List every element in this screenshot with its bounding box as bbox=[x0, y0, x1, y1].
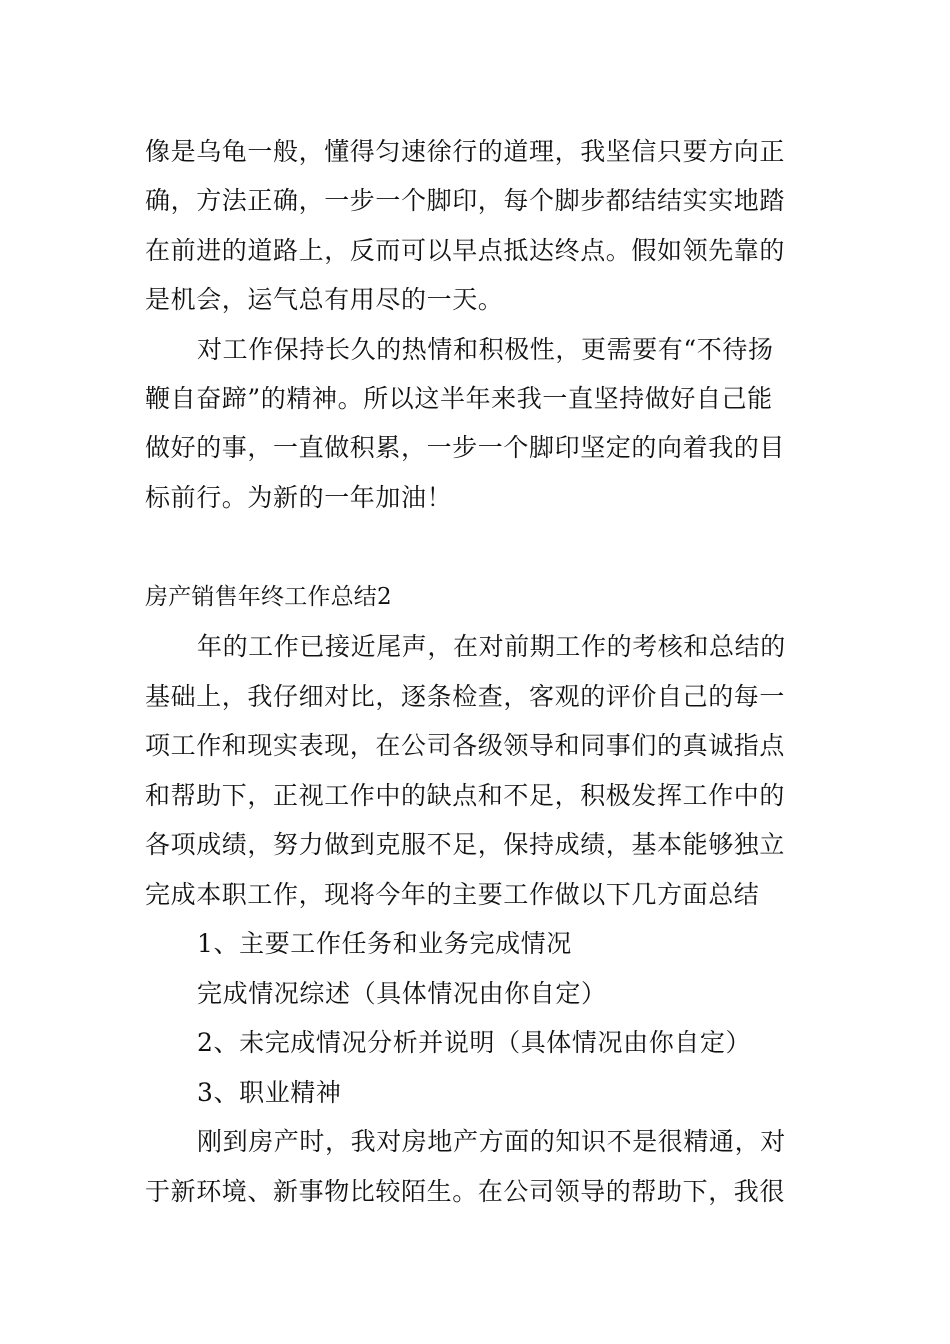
paragraph-line: 是机会，运气总有用尽的一天。 bbox=[145, 285, 504, 314]
paragraph-line: 对工作保持长久的热情和积极性，更需要有“不待扬 bbox=[197, 335, 774, 364]
list-item: 1、主要工作任务和业务完成情况 bbox=[197, 929, 572, 958]
paragraph-line: 标前行。为新的一年加油！ bbox=[145, 483, 453, 512]
paragraph-line: 和帮助下，正视工作中的缺点和不足，积极发挥工作中的 bbox=[145, 781, 786, 810]
paragraph-line: 做好的事，一直做积累，一步一个脚印坚定的向着我的目 bbox=[145, 433, 786, 462]
paragraph-line: 鞭自奋蹄”的精神。所以这半年来我一直坚持做好自己能 bbox=[145, 384, 773, 413]
section-title: 房产销售年终工作总结2 bbox=[145, 584, 392, 610]
paragraph-line: 确，方法正确，一步一个脚印，每个脚步都结结实实地踏 bbox=[145, 186, 786, 215]
paragraph-line: 年的工作已接近尾声，在对前期工作的考核和总结的 bbox=[197, 632, 786, 661]
list-item: 3、职业精神 bbox=[197, 1078, 342, 1107]
list-item-detail: 完成情况综述（具体情况由你自定） bbox=[197, 979, 607, 1008]
paragraph-line: 在前进的道路上，反而可以早点抵达终点。假如领先靠的 bbox=[145, 236, 786, 265]
paragraph-line: 像是乌龟一般，懂得匀速徐行的道理，我坚信只要方向正 bbox=[145, 137, 786, 166]
paragraph-line: 于新环境、新事物比较陌生。在公司领导的帮助下，我很 bbox=[145, 1177, 786, 1206]
paragraph-line: 各项成绩，努力做到克服不足，保持成绩，基本能够独立 bbox=[145, 830, 786, 859]
paragraph-line: 项工作和现实表现，在公司各级领导和同事们的真诚指点 bbox=[145, 731, 786, 760]
paragraph-line: 完成本职工作，现将今年的主要工作做以下几方面总结 bbox=[145, 880, 760, 909]
paragraph-line: 基础上，我仔细对比，逐条检查，客观的评价自己的每一 bbox=[145, 682, 786, 711]
list-item: 2、未完成情况分析并说明（具体情况由你自定） bbox=[197, 1028, 752, 1057]
paragraph-line: 刚到房产时，我对房地产方面的知识不是很精通，对 bbox=[197, 1127, 786, 1156]
